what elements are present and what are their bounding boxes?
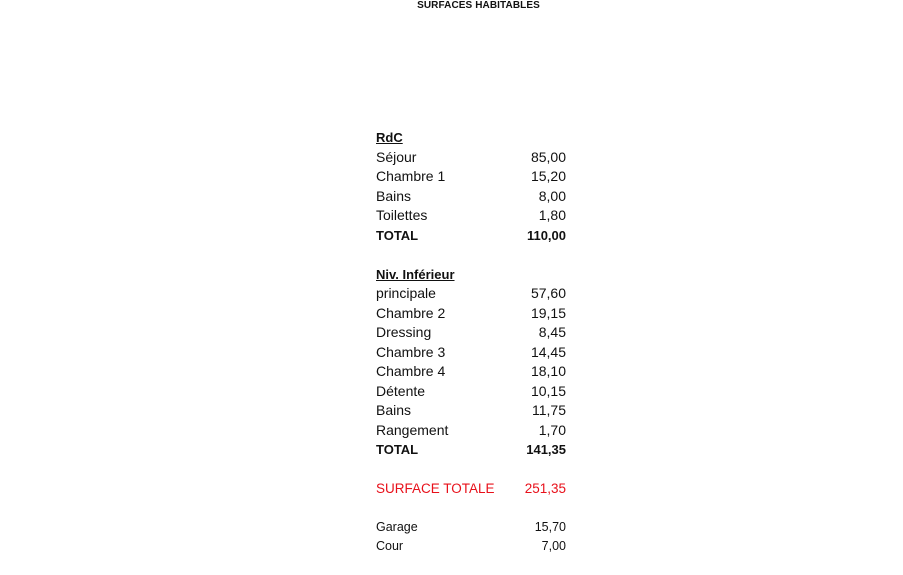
table-row bbox=[376, 323, 568, 343]
section-heading-niv-inferieur bbox=[376, 265, 568, 285]
section-heading-rdc bbox=[376, 128, 568, 148]
annex-area: 15,70 bbox=[534, 520, 566, 534]
room-label: Chambre 1 bbox=[376, 168, 446, 184]
room-label: Toilettes bbox=[376, 207, 428, 223]
table-row bbox=[376, 382, 568, 402]
surfaces-table bbox=[376, 128, 568, 555]
room-area: 15,20 bbox=[530, 168, 566, 184]
table-row bbox=[376, 206, 568, 226]
room-area: 10,15 bbox=[530, 382, 566, 399]
room-area: 14,45 bbox=[530, 343, 566, 360]
table-row bbox=[376, 421, 568, 441]
section-heading-label: RdC bbox=[376, 130, 403, 145]
table-row bbox=[376, 362, 568, 382]
surface-totale-value: 251,35 bbox=[524, 481, 566, 496]
room-label: Bains bbox=[376, 402, 412, 418]
total-value: 141,35 bbox=[526, 442, 566, 457]
room-area: 57,60 bbox=[530, 285, 566, 301]
room-area: 19,15 bbox=[530, 304, 566, 321]
room-area: 18,10 bbox=[530, 363, 566, 379]
annex-area: 7,00 bbox=[541, 538, 566, 553]
table-row bbox=[376, 148, 568, 168]
spacer bbox=[376, 499, 568, 519]
room-label: Séjour bbox=[376, 148, 417, 165]
room-label: Chambre 3 bbox=[376, 343, 446, 360]
room-label: Rangement bbox=[376, 421, 449, 438]
room-label: Chambre 4 bbox=[376, 363, 446, 379]
annex-row bbox=[376, 518, 568, 537]
spacer bbox=[376, 245, 568, 265]
table-row bbox=[376, 343, 568, 363]
total-label: TOTAL bbox=[376, 227, 419, 243]
spacer bbox=[376, 460, 568, 480]
room-label: Détente bbox=[376, 382, 426, 399]
annex-label: Cour bbox=[376, 538, 404, 553]
table-row bbox=[376, 401, 568, 421]
total-value: 110,00 bbox=[526, 227, 566, 243]
total-label: TOTAL bbox=[376, 442, 419, 457]
table-row bbox=[376, 284, 568, 304]
table-row bbox=[376, 304, 568, 324]
room-label: Bains bbox=[376, 187, 412, 204]
annex-row bbox=[376, 537, 568, 556]
room-label: Chambre 2 bbox=[376, 304, 446, 321]
room-area: 85,00 bbox=[530, 148, 566, 165]
surface-totale-row bbox=[376, 479, 568, 499]
surface-totale-label: SURFACE TOTALE bbox=[376, 481, 495, 496]
table-row bbox=[376, 167, 568, 187]
page-title: SURFACES HABITABLES bbox=[417, 0, 540, 11]
total-row-niv-inferieur bbox=[376, 440, 568, 460]
annex-label: Garage bbox=[376, 520, 418, 534]
section-heading-label: Niv. Inférieur bbox=[376, 266, 455, 282]
room-area: 1,70 bbox=[538, 421, 566, 438]
room-area: 11,75 bbox=[532, 402, 566, 418]
room-area: 1,80 bbox=[538, 207, 566, 223]
total-row-rdc bbox=[376, 226, 568, 246]
room-label: Dressing bbox=[376, 324, 432, 340]
room-label: principale bbox=[376, 285, 436, 301]
table-row bbox=[376, 187, 568, 207]
room-area: 8,45 bbox=[538, 324, 566, 340]
room-area: 8,00 bbox=[538, 187, 566, 204]
